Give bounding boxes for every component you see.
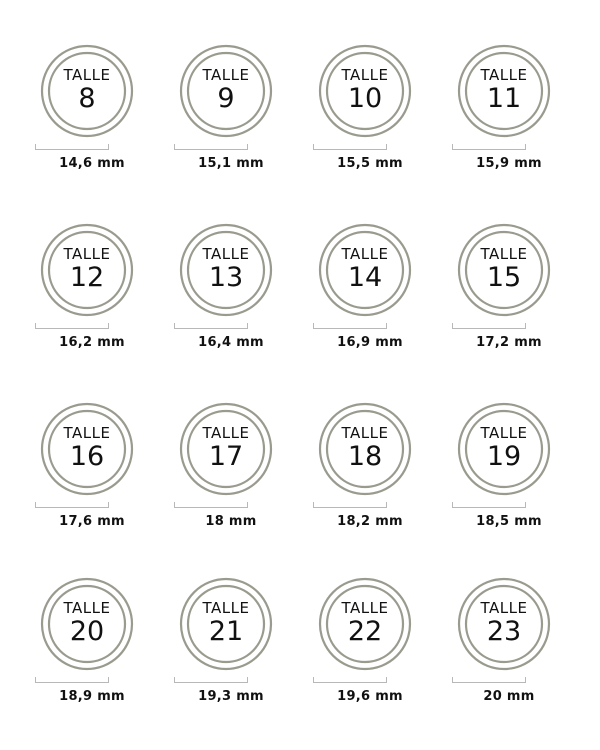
ring-size-item — [17, 402, 157, 572]
talle-label: TALLE — [63, 424, 111, 442]
diameter-label: 19,6 mm — [337, 689, 403, 704]
ring-circle-icon — [179, 44, 273, 138]
diameter-label: 16,2 mm — [59, 335, 125, 350]
ring-circle-icon — [179, 402, 273, 496]
ring-circle-icon — [457, 402, 551, 496]
diameter-scale-line — [313, 502, 387, 508]
ring-size-number: 14 — [347, 262, 383, 293]
diameter-label: 17,2 mm — [476, 335, 542, 350]
ring-size-item — [434, 223, 574, 393]
diameter-scale-line — [174, 677, 248, 683]
diameter-label: 16,9 mm — [337, 335, 403, 350]
diameter-scale-line — [174, 502, 248, 508]
diameter-scale-line — [452, 502, 526, 508]
ring-circle-icon — [457, 577, 551, 671]
ring-size-number: 20 — [69, 616, 105, 647]
ring-size-item — [434, 577, 574, 747]
ring-circle-icon — [179, 223, 273, 317]
diameter-scale-line — [313, 144, 387, 150]
diameter-scale-line — [452, 144, 526, 150]
talle-label: TALLE — [202, 599, 250, 617]
ring-size-number: 12 — [69, 262, 105, 293]
talle-label: TALLE — [480, 245, 528, 263]
ring-size-number: 23 — [486, 616, 522, 647]
ring-size-number: 21 — [208, 616, 244, 647]
ring-size-number: 16 — [69, 441, 105, 472]
ring-size-item — [156, 44, 296, 214]
ring-circle-icon — [40, 44, 134, 138]
ring-size-number: 9 — [217, 83, 235, 114]
ring-size-item — [295, 577, 435, 747]
ring-size-number: 18 — [347, 441, 383, 472]
talle-label: TALLE — [202, 245, 250, 263]
talle-label: TALLE — [341, 66, 389, 84]
talle-label: TALLE — [480, 66, 528, 84]
ring-size-item — [295, 402, 435, 572]
ring-circle-icon — [40, 577, 134, 671]
diameter-label: 15,5 mm — [337, 156, 403, 171]
ring-size-item — [295, 44, 435, 214]
diameter-label: 17,6 mm — [59, 514, 125, 529]
diameter-scale-line — [35, 323, 109, 329]
ring-size-item — [17, 577, 157, 747]
ring-size-number: 19 — [486, 441, 522, 472]
ring-circle-icon — [318, 577, 412, 671]
ring-circle-icon — [40, 402, 134, 496]
diameter-label: 18,2 mm — [337, 514, 403, 529]
ring-circle-icon — [457, 44, 551, 138]
ring-size-number: 15 — [486, 262, 522, 293]
diameter-scale-line — [35, 677, 109, 683]
talle-label: TALLE — [480, 599, 528, 617]
diameter-scale-line — [452, 323, 526, 329]
diameter-scale-line — [35, 502, 109, 508]
ring-circle-icon — [318, 223, 412, 317]
ring-circle-icon — [318, 44, 412, 138]
ring-circle-icon — [457, 223, 551, 317]
diameter-label: 16,4 mm — [198, 335, 264, 350]
ring-size-item — [295, 223, 435, 393]
diameter-label: 18,9 mm — [59, 689, 125, 704]
talle-label: TALLE — [480, 424, 528, 442]
diameter-scale-line — [313, 323, 387, 329]
talle-label: TALLE — [341, 599, 389, 617]
talle-label: TALLE — [202, 66, 250, 84]
ring-size-item — [156, 223, 296, 393]
ring-size-item — [17, 223, 157, 393]
diameter-scale-line — [35, 144, 109, 150]
diameter-label: 18,5 mm — [476, 514, 542, 529]
diameter-label: 18 mm — [205, 514, 257, 529]
diameter-scale-line — [313, 677, 387, 683]
ring-circle-icon — [40, 223, 134, 317]
ring-size-number: 11 — [486, 83, 522, 114]
ring-circle-icon — [179, 577, 273, 671]
ring-size-item — [156, 402, 296, 572]
ring-size-number: 22 — [347, 616, 383, 647]
talle-label: TALLE — [341, 424, 389, 442]
talle-label: TALLE — [63, 599, 111, 617]
ring-size-number: 8 — [78, 83, 96, 114]
ring-size-number: 17 — [208, 441, 244, 472]
ring-size-number: 10 — [347, 83, 383, 114]
diameter-label: 19,3 mm — [198, 689, 264, 704]
diameter-label: 14,6 mm — [59, 156, 125, 171]
talle-label: TALLE — [202, 424, 250, 442]
talle-label: TALLE — [341, 245, 389, 263]
diameter-label: 15,9 mm — [476, 156, 542, 171]
diameter-scale-line — [174, 144, 248, 150]
ring-size-item — [17, 44, 157, 214]
ring-size-number: 13 — [208, 262, 244, 293]
diameter-label: 20 mm — [483, 689, 535, 704]
ring-size-item — [434, 402, 574, 572]
ring-circle-icon — [318, 402, 412, 496]
talle-label: TALLE — [63, 66, 111, 84]
diameter-label: 15,1 mm — [198, 156, 264, 171]
diameter-scale-line — [452, 677, 526, 683]
talle-label: TALLE — [63, 245, 111, 263]
diameter-scale-line — [174, 323, 248, 329]
ring-size-item — [156, 577, 296, 747]
ring-size-item — [434, 44, 574, 214]
